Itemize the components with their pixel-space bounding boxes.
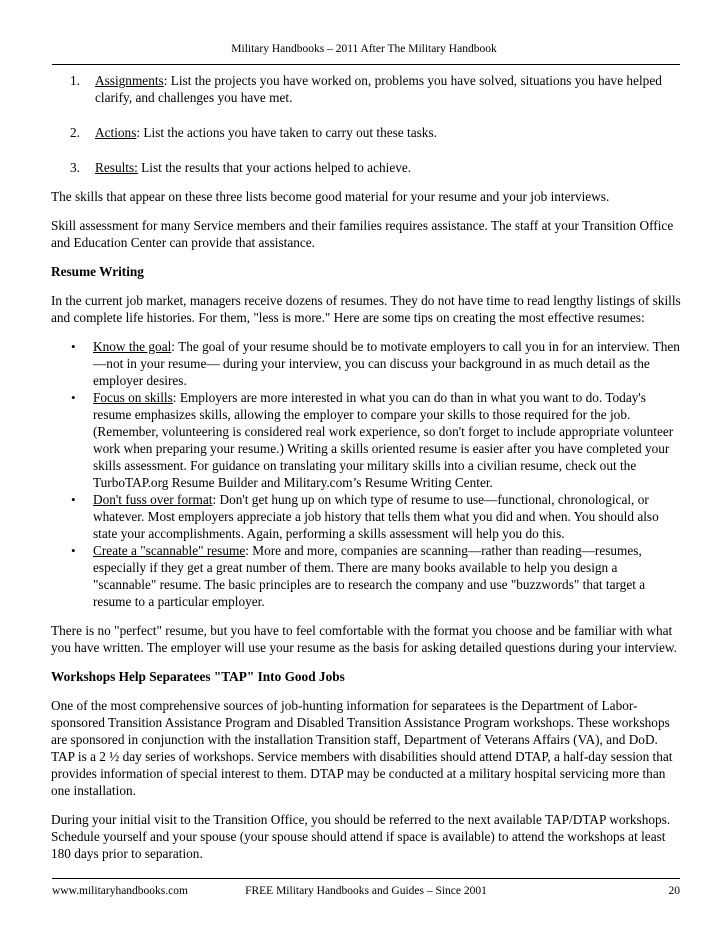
heading-workshops: Workshops Help Separatees "TAP" Into Good Jobs <box>51 669 345 684</box>
bullet-icon: • <box>71 339 76 354</box>
bullet-icon: • <box>71 390 76 405</box>
list-number: 3. <box>70 160 80 175</box>
page-footer <box>52 884 680 900</box>
list-text: : List the projects you have worked on, problems you have solved, situations you have helped clarify, and challenges you have met. <box>95 73 662 105</box>
tip-term: Create a "scannable" resume <box>93 543 246 558</box>
list-item <box>51 542 683 610</box>
header-rule <box>52 64 680 65</box>
list-item <box>51 338 683 389</box>
list-item <box>51 124 683 141</box>
list-text: List the results that your actions helped to achieve. <box>137 160 412 175</box>
paragraph-workshops-1: One of the most comprehensive sources of job-hunting information for separatees is the Department of Labor-sponsored Transition Assistance Program and Disabled Transition Assistance Program workshops. These workshops are sponsored in conjunction with the installation Transition staff, Department of Veterans Affairs (VA), and DoD. TAP is a 2 ½ day series of workshops. Service members with disabilities should attend DTAP, a half-day session that provides information of special interest to them. DTAP may be conducted at a military hospital servicing more than one installation. <box>51 698 673 798</box>
footer-tagline: FREE Military Handbooks and Guides – Since 2001 <box>245 885 487 897</box>
tip-text: : More and more, companies are scanning—rather than reading—resumes, especially if they get a great number of them. There are many books available to help you design a "scannable" resume. The basic principles are to research the company and use "buzzwords" that target a resume to a particular employer. <box>93 543 646 609</box>
list-number: 1. <box>70 73 80 88</box>
paragraph-resume-intro: In the current job market, managers receive dozens of resumes. They do not have time to read lengthy listings of skills and complete life histories. For them, "less is more." Here are some tips on creating the most effective resumes: <box>51 293 681 325</box>
footer-page-number: 20 <box>668 885 680 897</box>
list-item <box>51 159 683 176</box>
bullet-icon: • <box>71 492 76 507</box>
list-number: 2. <box>70 125 80 140</box>
paragraph-workshops-2: During your initial visit to the Transition Office, you should be referred to the next available TAP/DTAP workshops. Schedule yourself and your spouse (your spouse should attend if space is available) to attend the workshops at least 180 days prior to separation. <box>51 812 671 861</box>
list-term: Assignments <box>95 73 164 88</box>
page-header <box>0 42 728 56</box>
header-title: Military Handbooks – 2011 After The Military Handbook <box>231 43 497 55</box>
list-text: : List the actions you have taken to carry out these tasks. <box>136 125 437 140</box>
footer-website: www.militaryhandbooks.com <box>52 885 188 897</box>
list-item <box>51 389 683 491</box>
tip-text: : The goal of your resume should be to motivate employers to call you in for an interview. Then—not in your resume— during your interview, you can discuss your background in as much detail as the employer desires. <box>93 339 680 388</box>
heading-resume-writing: Resume Writing <box>51 264 144 279</box>
tip-term: Don't fuss over format <box>93 492 213 507</box>
paragraph-skills-lists: The skills that appear on these three lists become good material for your resume and your job interviews. <box>51 189 610 204</box>
list-item <box>51 491 683 542</box>
tip-text: : Employers are more interested in what you can do than in what you want to do. Today's resume emphasizes skills, allowing the employer to compare your skills to those required for the job. (Remember, volunteering is considered real work experience, so don't forget to include appropriate volunteer work when preparing your resume.) Writing a skills oriented resume is easier after you have completed your skills assessment. For guidance on translating your military skills into a civilian resume, check out the TurboTAP.org Resume Builder and Military.com’s Resume Writing Center. <box>93 390 674 490</box>
list-item <box>51 72 683 106</box>
footer-rule <box>52 878 680 879</box>
page-content <box>51 72 683 874</box>
tip-text: : Don't get hung up on which type of resume to use—functional, chronological, or whatever. Most employers appreciate a job history that tells them what you did and when. You should also state your accomplishments. Again, performing a skills assessment will help you do this. <box>93 492 659 541</box>
tip-term: Focus on skills <box>93 390 173 405</box>
list-term: Results: <box>95 160 138 175</box>
paragraph-no-perfect: There is no "perfect" resume, but you have to feel comfortable with the format you choose and be familiar with what you have written. The employer will use your resume as the basis for asking detailed questions during your interview. <box>51 623 677 655</box>
tip-term: Know the goal <box>93 339 172 354</box>
resume-tips-list <box>51 338 683 610</box>
list-term: Actions <box>95 125 137 140</box>
steps-list <box>51 72 683 176</box>
bullet-icon: • <box>71 543 76 558</box>
paragraph-skill-assessment: Skill assessment for many Service members and their families requires assistance. The staff at your Transition Office and Education Center can provide that assistance. <box>51 218 674 250</box>
